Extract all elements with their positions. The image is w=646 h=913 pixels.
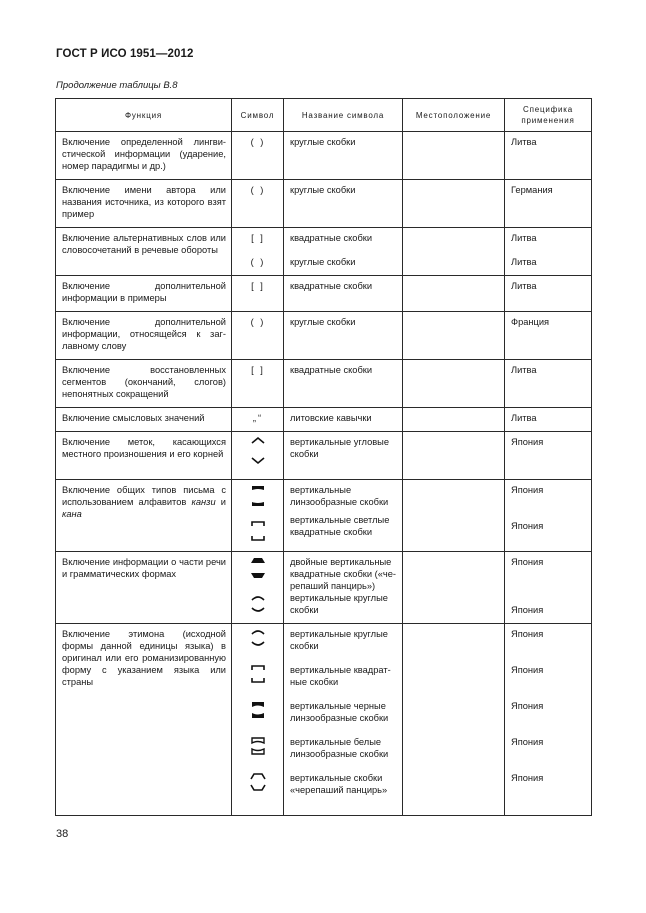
table-row	[56, 360, 592, 408]
name-text: вертикальные скобки «черепаший панцирь»	[290, 773, 388, 795]
symbol-text: [ ]	[251, 233, 265, 243]
function-cell: Включение меток, касающихся местного произношения и его корней	[56, 432, 232, 480]
table-row	[56, 432, 592, 480]
table-row	[56, 408, 592, 432]
symbol-cell	[232, 552, 284, 624]
white-lenticular-brackets-icon	[248, 736, 268, 756]
symbol-cell	[232, 312, 284, 360]
vertical-square-brackets-icon	[248, 664, 268, 684]
table-row	[56, 480, 592, 552]
function-cell: Включение информации о части речи и грамматических формах	[56, 552, 232, 624]
spec-cell: Япония	[505, 432, 592, 480]
spec-text: Япония	[511, 629, 544, 639]
location-cell	[403, 408, 505, 432]
symbol-cell	[232, 480, 284, 552]
symbol-cell	[232, 408, 284, 432]
tortoise-shell-brackets-icon	[248, 772, 268, 792]
black-lenticular-brackets-icon	[248, 484, 268, 508]
function-cell: Включение альтернативных слов или словосочетаний в речевые обороты	[56, 228, 232, 276]
table-header-row	[56, 99, 592, 132]
function-mid: и	[215, 497, 226, 507]
symbols-table	[55, 98, 592, 816]
spec-text: Япония	[511, 773, 544, 783]
spec-cell: Литва	[505, 132, 592, 180]
function-cell: Включение дополнительной информации, относящейся к заглавному слову	[56, 312, 232, 360]
table-continuation-caption: Продолжение таблицы В.8	[56, 80, 178, 91]
col-header-symbol: Символ	[232, 99, 284, 132]
white-square-brackets-icon	[248, 520, 268, 542]
table-row	[56, 180, 592, 228]
spec-text: Литва	[511, 233, 537, 243]
name-text: вертикальные белые линзообразные скобки	[290, 737, 389, 759]
location-cell	[403, 276, 505, 312]
double-tortoise-shell-brackets-icon	[248, 556, 268, 580]
function-cell: Включение этимона (исходной формы данной единицы языка) в оригинал или его романизированную форму с указанием языка или страны	[56, 624, 232, 816]
name-cell: круглые скобки	[284, 312, 403, 360]
symbol-cell	[232, 276, 284, 312]
col-header-function: Функция	[56, 99, 232, 132]
symbol-cell	[232, 132, 284, 180]
function-cell: Включение дополнительной информации в примеры	[56, 276, 232, 312]
page-number: 38	[56, 828, 69, 840]
name-cell	[284, 228, 403, 276]
name-cell: квадратные скобки	[284, 276, 403, 312]
symbol-cell	[232, 432, 284, 480]
location-cell	[403, 624, 505, 816]
table-row	[56, 132, 592, 180]
table-row	[56, 276, 592, 312]
table-row	[56, 228, 592, 276]
table-row	[56, 312, 592, 360]
symbol-text: [ ]	[251, 365, 265, 375]
location-cell	[403, 228, 505, 276]
name-cell	[284, 624, 403, 816]
location-cell	[403, 552, 505, 624]
function-italic: кана	[62, 509, 82, 519]
name-text: вертикальные круглые скобки	[290, 629, 388, 651]
name-text: квадратные скобки	[290, 233, 373, 243]
spec-cell: Литва	[505, 408, 592, 432]
black-lenticular-brackets-icon	[248, 700, 268, 720]
spec-text: Япония	[511, 605, 544, 615]
name-text: круглые скобки	[290, 257, 356, 267]
col-header-application: Специфика применения	[505, 99, 592, 132]
function-cell: Включение восстановленных сегментов (окончаний, слогов) непонятных сокращений	[56, 360, 232, 408]
document-title: ГОСТ Р ИСО 1951—2012	[56, 48, 194, 60]
symbol-cell	[232, 228, 284, 276]
name-cell: вертикальные угловые скобки	[284, 432, 403, 480]
name-text: вертикальные черные линзообразные скобки	[290, 701, 389, 723]
spec-text: Япония	[511, 701, 544, 711]
spec-text: Япония	[511, 665, 544, 675]
symbol-cell	[232, 360, 284, 408]
function-cell: Включение определенной лингвистической информации (ударение, номер парадигмы и др.)	[56, 132, 232, 180]
spec-cell	[505, 552, 592, 624]
name-text: вертикальные светлые квадратные скобки	[290, 515, 390, 537]
spec-cell: Франция	[505, 312, 592, 360]
symbol-cell	[232, 624, 284, 816]
col-header-name: Название символа	[284, 99, 403, 132]
function-italic: канзи	[191, 497, 216, 507]
spec-text: Япония	[511, 737, 544, 747]
name-cell: литовские кавычки	[284, 408, 403, 432]
symbol-text: ( )	[250, 185, 266, 195]
name-cell	[284, 552, 403, 624]
name-text: вертикальные квадратные скобки	[290, 665, 391, 687]
name-text: вертикальные круглые скобки	[290, 593, 388, 615]
function-text: Включение общих типов письма с использованием алфавитов	[62, 485, 226, 507]
spec-text: Япония	[511, 557, 544, 567]
spec-cell: Литва	[505, 276, 592, 312]
symbol-text: ( )	[250, 257, 266, 267]
function-cell: Включение смысловых значений	[56, 408, 232, 432]
symbol-text: [ ]	[251, 281, 265, 291]
function-cell	[56, 480, 232, 552]
spec-cell: Германия	[505, 180, 592, 228]
name-cell	[284, 480, 403, 552]
location-cell	[403, 360, 505, 408]
name-cell: квадратные скобки	[284, 360, 403, 408]
location-cell	[403, 132, 505, 180]
function-cell: Включение имени автора или названия источника, из которого взят пример	[56, 180, 232, 228]
spec-cell	[505, 228, 592, 276]
symbol-text: „“	[252, 413, 264, 423]
table-row	[56, 552, 592, 624]
name-text: двойные вертикальные квадратные скобки («черепаший панцирь»)	[290, 557, 397, 591]
name-cell: круглые скобки	[284, 132, 403, 180]
symbol-cell	[232, 180, 284, 228]
location-cell	[403, 432, 505, 480]
location-cell	[403, 480, 505, 552]
spec-text: Литва	[511, 257, 537, 267]
name-text: вертикальные линзообразные скобки	[290, 485, 389, 507]
spec-text: Япония	[511, 521, 544, 531]
vertical-round-brackets-icon	[248, 628, 268, 648]
spec-cell	[505, 624, 592, 816]
spec-cell: Литва	[505, 360, 592, 408]
spec-text: Япония	[511, 485, 544, 495]
table-row	[56, 624, 592, 816]
vertical-angle-brackets-icon	[248, 436, 268, 466]
location-cell	[403, 312, 505, 360]
symbol-text: ( )	[250, 137, 266, 147]
spec-cell	[505, 480, 592, 552]
name-cell: круглые скобки	[284, 180, 403, 228]
symbol-text: ( )	[250, 317, 266, 327]
vertical-round-brackets-icon	[248, 594, 268, 614]
col-header-location: Местоположение	[403, 99, 505, 132]
location-cell	[403, 180, 505, 228]
